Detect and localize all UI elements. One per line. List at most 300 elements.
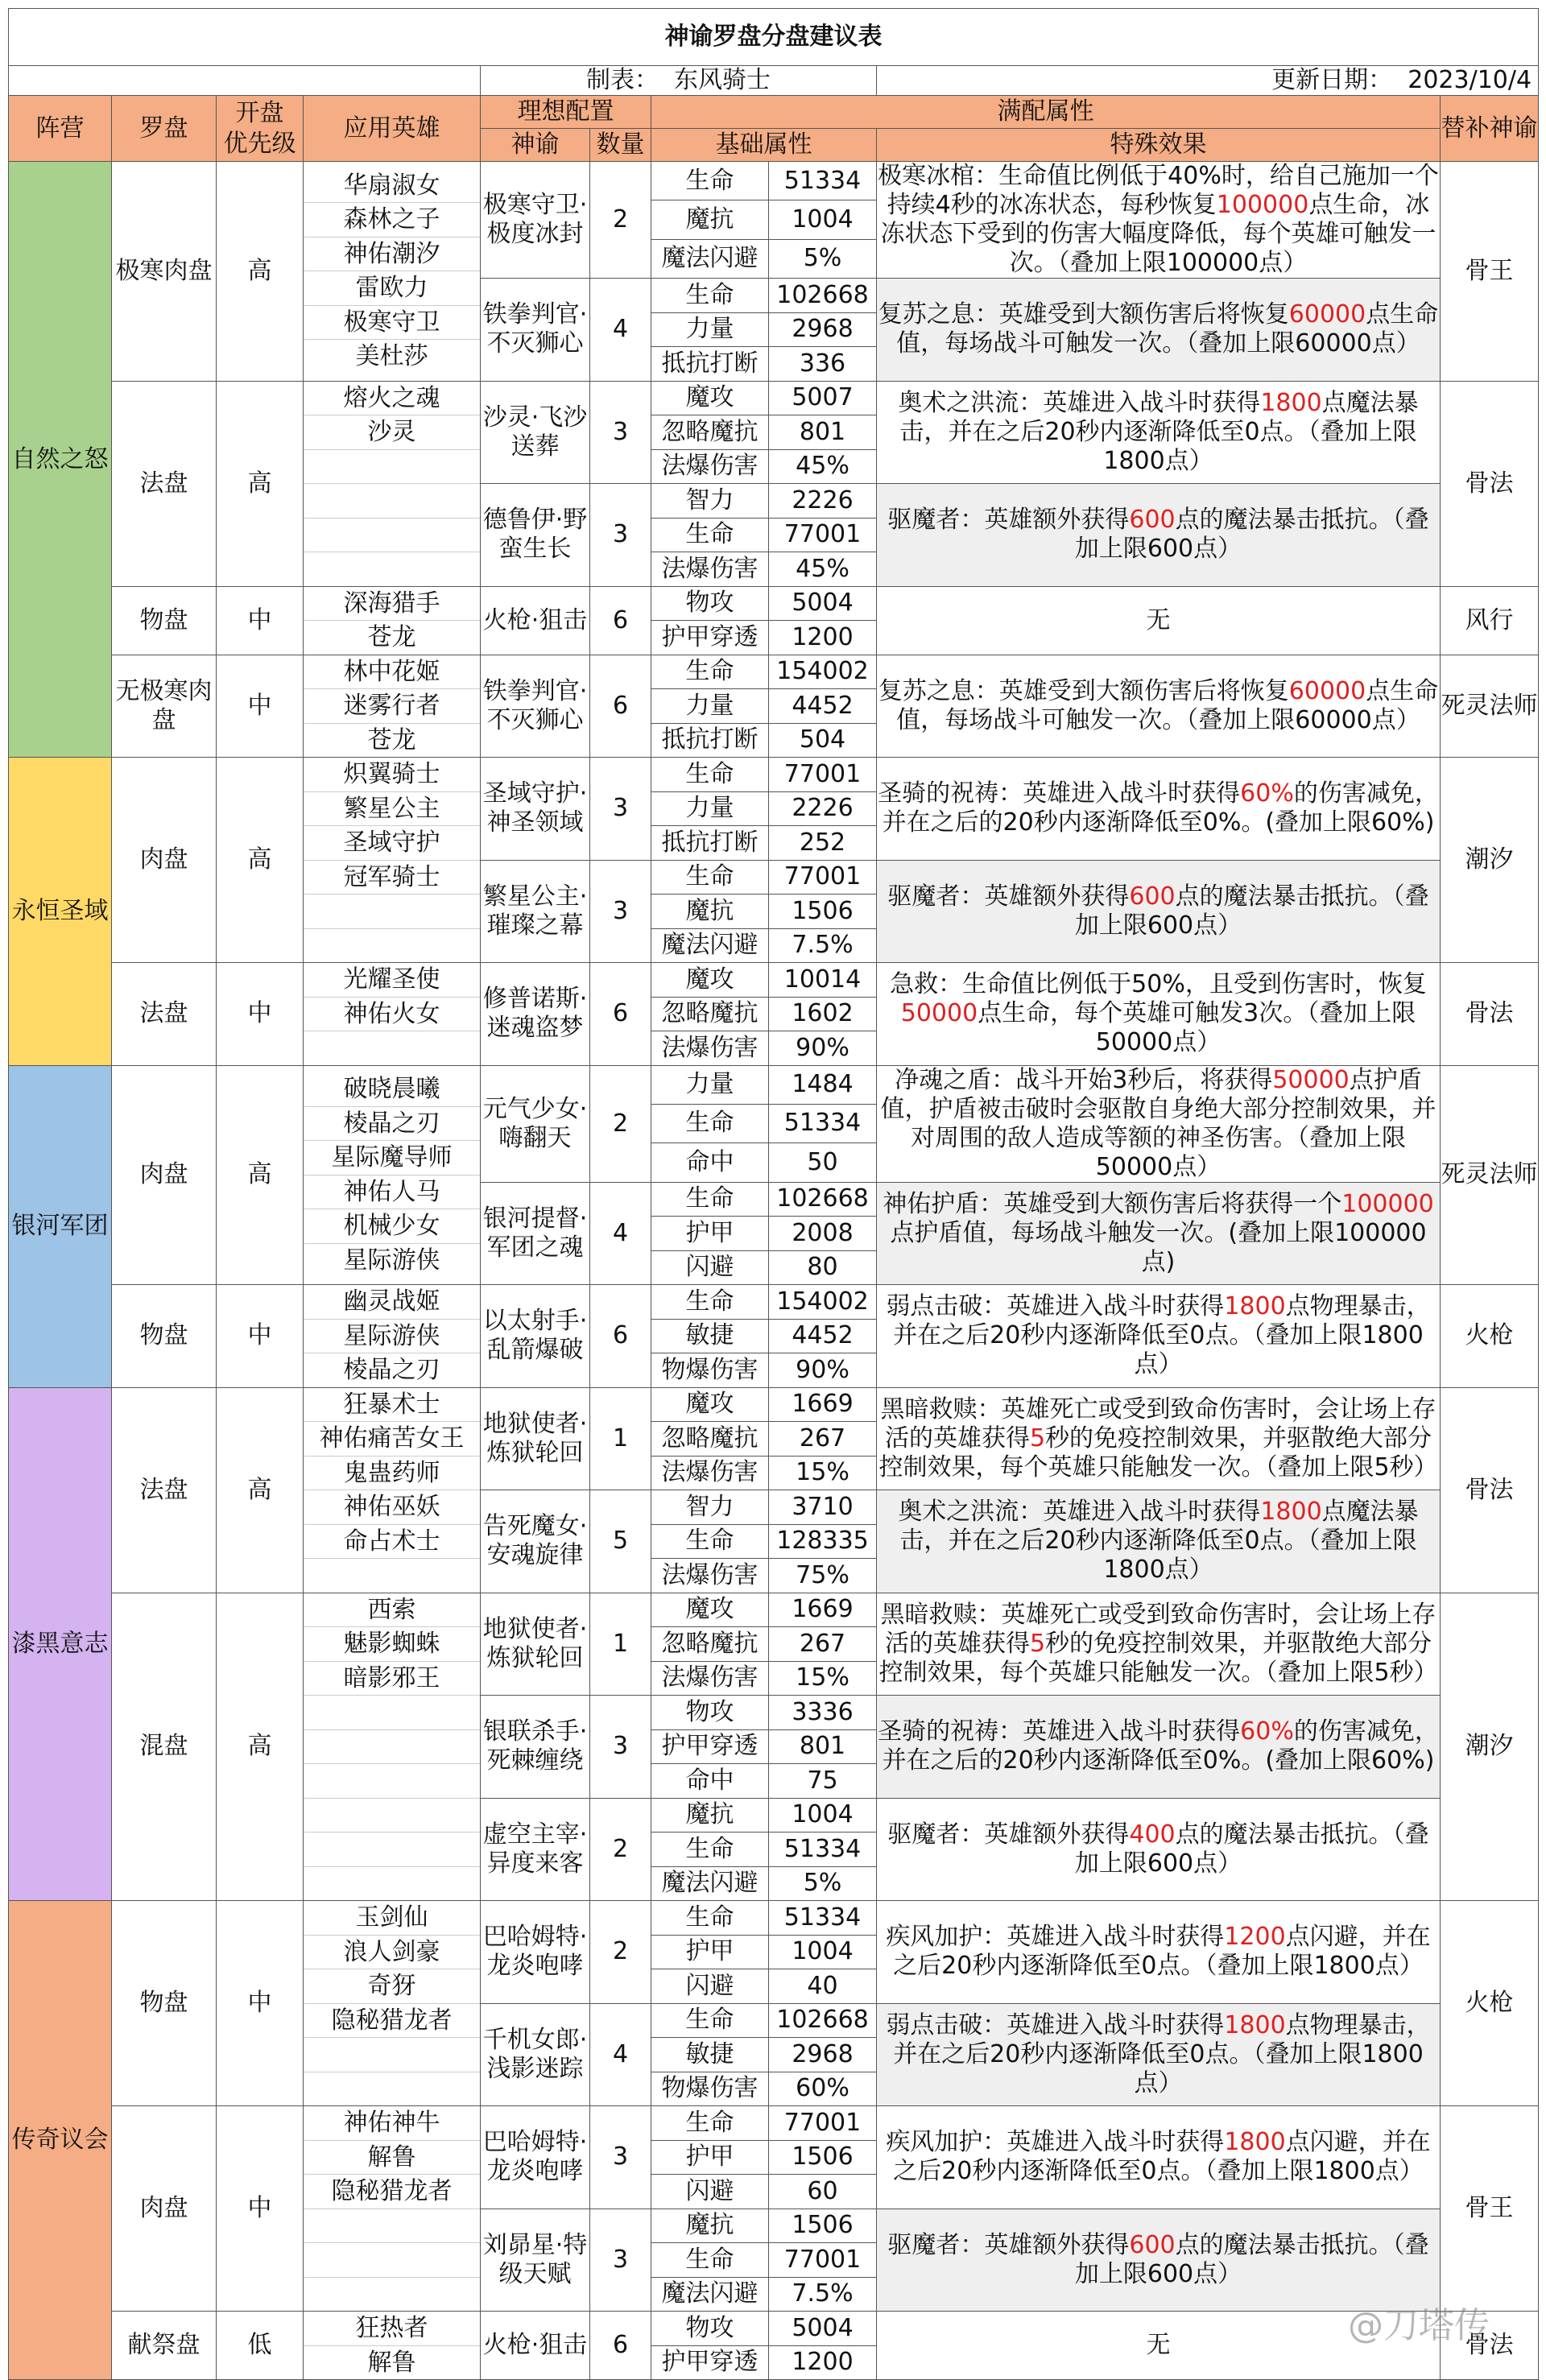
hero-list: [304, 1387, 481, 1593]
special-effect: [877, 1065, 1441, 1182]
attr-value: 2968: [769, 2038, 877, 2072]
count-cell: 6: [590, 586, 651, 655]
hero-name: 神佑神牛: [304, 2106, 480, 2141]
count-cell: 3: [590, 2209, 651, 2312]
hero-name: 雷欧力: [304, 271, 480, 306]
hero-list: [304, 1901, 481, 2106]
hero-name: [304, 484, 480, 519]
oracle-cell: 繁星公主·璀璨之幕: [481, 860, 590, 963]
effect-text: 点生命，冰冻状态下受到的伤害大幅度降低，每个英雄可触发一次。（叠加上限100000点）: [880, 191, 1436, 277]
table-row: [9, 1065, 1539, 1104]
plate-cell: 法盘: [112, 963, 217, 1066]
attr-name: 护甲穿透: [651, 1729, 769, 1764]
effect-text: 的伤害减免，并在之后的20秒内逐渐降低至0%。(叠加上限60%): [882, 1717, 1439, 1775]
hero-list: [304, 655, 481, 758]
plate-cell: 物盘: [112, 1285, 217, 1388]
effect-text: 神佑护盾：英雄受到大额伤害后将获得一个: [883, 1189, 1342, 1218]
hero-name: 棱晶之刃: [304, 1107, 480, 1142]
count-cell: 2: [590, 1901, 651, 2004]
effect-text: 复苏之息：英雄受到大额伤害后将恢复: [878, 676, 1289, 705]
attr-value: 1669: [769, 1387, 877, 1422]
special-effect: [877, 860, 1441, 963]
hero-name: 冠军骑士: [304, 861, 480, 895]
hero-name: [304, 2243, 480, 2278]
substitute-cell: 潮汐: [1441, 758, 1539, 963]
attr-value: 1506: [769, 895, 877, 929]
effect-text: 点的魔法暴击抵抗。（叠加上限600点）: [1074, 506, 1429, 564]
faction-cell: 传奇议会: [9, 1901, 112, 2380]
effect-highlight: 60%: [1240, 1717, 1294, 1746]
attr-value: 10014: [769, 963, 877, 998]
hero-name: 星际魔导师: [304, 1141, 480, 1176]
effect-text: 疾风加护：英雄进入战斗时获得: [886, 1923, 1225, 1952]
maker-line: [481, 66, 877, 96]
attr-value: 102668: [769, 1182, 877, 1217]
header-full-attr: 满配属性: [651, 96, 1441, 129]
effect-text: 点的魔法暴击抵抗。（叠加上限600点）: [1074, 1820, 1429, 1878]
effect-text: 黑暗救赎：英雄死亡或受到致命伤害时，会让场上存活的英雄获得: [880, 1395, 1436, 1452]
attr-value: 75%: [769, 1559, 877, 1593]
attr-name: 魔攻: [651, 963, 769, 998]
hero-name: 森林之子: [304, 203, 480, 238]
hero-name: 林中花姬: [304, 655, 480, 690]
table-row: [9, 162, 1539, 200]
effect-text: 点护盾值，护盾被击破时会驱散自身绝大部分控制效果，并对周围的敌人造成等额的神圣伤害。（叠加上限50000点）: [880, 1065, 1436, 1181]
hero-name: 狂暴术士: [304, 1388, 480, 1423]
header-base-attr: 基础属性: [651, 129, 877, 162]
oracle-cell: 修普诺斯·迷魂盗梦: [481, 963, 590, 1066]
attr-value: 2008: [769, 1217, 877, 1251]
oracle-cell: 铁拳判官·不灭狮心: [481, 279, 590, 382]
attr-value: 90%: [769, 1031, 877, 1066]
attr-name: 生命: [651, 758, 769, 792]
substitute-cell: 骨法: [1441, 1387, 1539, 1593]
attr-value: 7.5%: [769, 2277, 877, 2312]
attr-value: 5%: [769, 1866, 877, 1901]
attr-value: 51334: [769, 1901, 877, 1936]
attr-value: 2968: [769, 312, 877, 347]
attr-value: 77001: [769, 860, 877, 895]
attr-name: 生命: [651, 2243, 769, 2278]
hero-list: [304, 963, 481, 1066]
page-title: 神谕罗盘分盘建议表: [9, 9, 1539, 66]
attr-value: 1200: [769, 621, 877, 655]
effect-highlight: 1800: [1224, 1292, 1286, 1321]
header-heroes: 应用英雄: [304, 96, 481, 162]
special-effect: [877, 655, 1441, 758]
attr-name: 智力: [651, 1490, 769, 1525]
effect-text: 点魔法暴击，并在之后20秒内逐渐降低至0点。（叠加上限1800点）: [899, 1498, 1419, 1585]
plate-cell: 极寒肉盘: [112, 162, 217, 382]
effect-text: 奥术之洪流：英雄进入战斗时获得: [898, 1498, 1261, 1527]
special-effect: [877, 586, 1441, 655]
substitute-cell: 潮汐: [1441, 1593, 1539, 1901]
compass-table: [8, 8, 1539, 2380]
count-cell: 4: [590, 1182, 651, 1285]
hero-name: 奇犽: [304, 1969, 480, 2004]
attr-value: 102668: [769, 279, 877, 313]
effect-text: 点闪避，并在之后20秒内逐渐降低至0点。（叠加上限1800点）: [893, 2128, 1431, 2186]
hero-name: [304, 552, 480, 586]
hero-name: [304, 2072, 480, 2106]
effect-highlight: 1800: [1260, 1498, 1322, 1527]
priority-cell: 低: [217, 2312, 304, 2380]
special-effect: [877, 1901, 1441, 2004]
table-row: [9, 758, 1539, 792]
substitute-cell: 骨法: [1441, 2312, 1539, 2380]
hero-list: [304, 1593, 481, 1901]
table-row: [9, 1387, 1539, 1422]
attr-name: 护甲: [651, 2140, 769, 2175]
oracle-cell: 德鲁伊·野蛮生长: [481, 484, 590, 587]
count-cell: 3: [590, 381, 651, 484]
effect-highlight: 600: [1129, 506, 1176, 535]
attr-value: 5007: [769, 381, 877, 415]
hero-name: 沙灵: [304, 415, 480, 450]
oracle-cell: 告死魔女·安魂旋律: [481, 1490, 590, 1593]
hero-name: [304, 519, 480, 553]
header-substitute: 替补神谕: [1441, 96, 1539, 162]
attr-name: 魔法闪避: [651, 1866, 769, 1901]
attr-name: 法爆伤害: [651, 552, 769, 587]
effect-text: 圣骑的祝祷：英雄进入战斗时获得: [878, 1717, 1241, 1746]
attr-name: 力量: [651, 312, 769, 347]
hero-name: 解鲁: [367, 2348, 416, 2377]
special-effect: [877, 484, 1441, 587]
attr-name: 魔抗: [651, 1798, 769, 1833]
count-cell: 3: [590, 758, 651, 861]
special-effect: [877, 758, 1441, 861]
hero-name: [304, 895, 480, 929]
priority-cell: 高: [217, 381, 304, 586]
updated-label: 更新日期：: [1271, 66, 1393, 94]
attr-name: 魔抗: [651, 2209, 769, 2243]
plate-cell: 物盘: [112, 586, 217, 655]
attr-value: 15%: [769, 1456, 877, 1490]
hero-name: 繁星公主: [304, 792, 480, 827]
attr-name: 抵抗打断: [651, 826, 769, 861]
table-row: [9, 1901, 1539, 1936]
attr-value: 154002: [769, 655, 877, 689]
attr-value: 267: [769, 1627, 877, 1662]
attr-name: 物爆伤害: [651, 2072, 769, 2106]
count-cell: 2: [590, 162, 651, 279]
oracle-cell: 巴哈姆特·龙炎咆哮: [481, 1901, 590, 2004]
attr-value: 51334: [769, 1104, 877, 1142]
special-effect: [877, 381, 1441, 484]
substitute-cell: 骨法: [1441, 381, 1539, 586]
hero-name: [304, 1559, 480, 1593]
hero-name: 炽翼骑士: [304, 758, 480, 792]
special-effect: [877, 1182, 1441, 1285]
hero-name: 神佑潮汐: [304, 238, 480, 272]
faction-cell: 永恒圣域: [9, 758, 112, 1066]
attr-value: 1506: [769, 2209, 877, 2243]
attr-name: 忽略魔抗: [651, 1422, 769, 1457]
attr-name: 生命: [651, 1285, 769, 1320]
hero-name: [304, 2278, 480, 2312]
hero-name: 圣域守护: [304, 826, 480, 861]
special-effect: [877, 1490, 1441, 1593]
hero-name: 机械少女: [304, 1209, 480, 1244]
attr-name: 物攻: [651, 2312, 769, 2346]
attr-name: 忽略魔抗: [651, 415, 769, 450]
attr-name: 魔法闪避: [651, 928, 769, 963]
substitute-cell: 死灵法师: [1441, 1065, 1539, 1285]
table-row: [9, 586, 1539, 621]
attr-name: 生命: [651, 1524, 769, 1559]
attr-value: 51334: [769, 162, 877, 200]
attr-value: 4452: [769, 1319, 877, 1353]
attr-name: 生命: [651, 655, 769, 689]
hero-list: [304, 2312, 481, 2380]
attr-name: 物攻: [651, 586, 769, 621]
oracle-cell: 极寒守卫·极度冰封: [481, 162, 590, 279]
attr-value: 77001: [769, 518, 877, 552]
hero-name: 棱晶之刃: [343, 1356, 440, 1384]
effect-text: 的伤害减免，并在之后的20秒内逐渐降低至0%。(叠加上限60%): [882, 779, 1439, 837]
attr-name: 力量: [651, 1065, 769, 1104]
attr-name: 护甲: [651, 1217, 769, 1251]
updated-line: [877, 66, 1539, 96]
priority-cell: 中: [217, 1285, 304, 1388]
hero-name: 隐秘猎龙者: [304, 2004, 480, 2039]
faction-cell: 自然之怒: [9, 162, 112, 758]
attr-value: 2226: [769, 484, 877, 519]
hero-name: 破晓晨曦: [304, 1072, 480, 1107]
hero-list: [304, 1065, 481, 1285]
effect-text: 净魂之盾：战斗开始3秒后，将获得: [895, 1065, 1273, 1094]
effect-text: 疾风加护：英雄进入战斗时获得: [886, 2128, 1225, 2157]
attr-value: 3710: [769, 1490, 877, 1525]
attr-value: 1004: [769, 1935, 877, 1969]
substitute-cell: 风行: [1441, 586, 1539, 655]
attr-name: 魔法闪避: [651, 239, 769, 278]
oracle-cell: 刘昴星·特级天赋: [481, 2209, 590, 2312]
header-faction: 阵营: [9, 96, 112, 162]
effect-highlight: 60000: [1288, 676, 1366, 705]
effect-text: 驱魔者：英雄额外获得: [887, 2230, 1130, 2259]
special-effect: [877, 1387, 1441, 1490]
effect-text: 弱点击破：英雄进入战斗时获得: [886, 2010, 1225, 2039]
priority-cell: 中: [217, 2106, 304, 2312]
updated-date: 2023/10/4: [1408, 66, 1532, 94]
header-priority: 开盘 优先级: [217, 96, 304, 162]
oracle-cell: 千机女郎·浅影迷踪: [481, 2003, 590, 2106]
plate-cell: 无极寒肉盘: [112, 655, 217, 758]
priority-cell: 高: [217, 1593, 304, 1901]
faction-cell: 银河军团: [9, 1065, 112, 1387]
attr-name: 闪避: [651, 2175, 769, 2209]
attr-name: 护甲穿透: [651, 2345, 769, 2380]
hero-name: [304, 1833, 480, 1867]
effect-text: 急救：生命值比例低于50%，且受到伤害时，恢复: [890, 970, 1427, 999]
attr-name: 生命: [651, 518, 769, 552]
meta-spacer: [9, 66, 481, 96]
substitute-cell: 火枪: [1441, 1285, 1539, 1388]
count-cell: 3: [590, 484, 651, 587]
attr-name: 生命: [651, 1182, 769, 1217]
table-row: [9, 2312, 1539, 2346]
hero-name: [304, 2209, 480, 2244]
substitute-cell: 火枪: [1441, 1901, 1539, 2106]
effect-text: 驱魔者：英雄额外获得: [887, 506, 1130, 535]
hero-name: 神佑巫妖: [304, 1490, 480, 1525]
hero-name: [304, 1799, 480, 1833]
attr-name: 生命: [651, 162, 769, 200]
hero-name: 苍龙: [367, 725, 416, 754]
hero-name: 玉剑仙: [304, 1901, 480, 1936]
hero-name: 光耀圣使: [304, 963, 480, 998]
oracle-cell: 元气少女·嗨翻天: [481, 1065, 590, 1182]
priority-cell: 中: [217, 963, 304, 1066]
hero-name: 暗影邪王: [304, 1662, 480, 1696]
substitute-cell: 骨王: [1441, 162, 1539, 382]
attr-value: 50: [769, 1143, 877, 1182]
header-plate: 罗盘: [112, 96, 217, 162]
attr-name: 魔法闪避: [651, 2277, 769, 2312]
count-cell: 4: [590, 279, 651, 382]
plate-cell: 肉盘: [112, 2106, 217, 2312]
attr-name: 法爆伤害: [651, 1661, 769, 1696]
effect-text: 点物理暴击，并在之后20秒内逐渐降低至0点。（叠加上限1800点）: [893, 1292, 1431, 1379]
hero-name: 熔火之魂: [304, 382, 480, 416]
effect-text: 驱魔者：英雄额外获得: [887, 882, 1130, 911]
effect-highlight: 1800: [1260, 388, 1322, 417]
hero-name: 神佑人马: [304, 1176, 480, 1210]
effect-text: 黑暗救赎：英雄死亡或受到致命伤害时，会让场上存活的英雄获得: [880, 1600, 1436, 1658]
attr-value: 77001: [769, 2106, 877, 2141]
hero-name: 幽灵战姬: [304, 1285, 480, 1320]
attr-name: 抵抗打断: [651, 723, 769, 758]
oracle-cell: 圣域守护·神圣领域: [481, 758, 590, 861]
effect-text: 点闪避，并在之后20秒内逐渐降低至0点。（叠加上限1800点）: [893, 1923, 1431, 1981]
hero-name: 浪人剑豪: [304, 1936, 480, 1970]
count-cell: 4: [590, 2003, 651, 2106]
attr-name: 智力: [651, 484, 769, 519]
attr-name: 敏捷: [651, 1319, 769, 1353]
attr-name: 命中: [651, 1143, 769, 1182]
oracle-cell: 火枪·狙击: [481, 586, 590, 655]
header-count: 数量: [590, 129, 651, 162]
attr-value: 1506: [769, 2140, 877, 2175]
effect-text: 点护盾值，每场战斗触发一次。(叠加上限100000点): [890, 1218, 1427, 1276]
faction-cell: 漆黑意志: [9, 1387, 112, 1901]
attr-value: 128335: [769, 1524, 877, 1559]
attr-value: 60%: [769, 2072, 877, 2106]
hero-name: 隐秘猎龙者: [304, 2175, 480, 2209]
effect-text: 圣骑的祝祷：英雄进入战斗时获得: [878, 779, 1241, 808]
attr-value: 102668: [769, 2003, 877, 2038]
substitute-cell: 骨王: [1441, 2106, 1539, 2312]
attr-value: 40: [769, 1969, 877, 2004]
table-row: [9, 381, 1539, 415]
attr-value: 1484: [769, 1065, 877, 1104]
count-cell: 5: [590, 1490, 651, 1593]
attr-name: 忽略魔抗: [651, 1627, 769, 1662]
attr-name: 物攻: [651, 1696, 769, 1730]
effect-highlight: 1200: [1224, 1923, 1286, 1952]
plate-cell: 法盘: [112, 381, 217, 586]
attr-name: 护甲: [651, 1935, 769, 1969]
attr-name: 魔攻: [651, 381, 769, 415]
attr-name: 闪避: [651, 1969, 769, 2004]
effect-text: 复苏之息：英雄受到大额伤害后将恢复: [878, 300, 1289, 329]
effect-text: 点生命值，每场战斗可触发一次。（叠加上限60000点）: [896, 676, 1439, 734]
effect-highlight: 5: [1029, 1423, 1046, 1452]
attr-value: 75: [769, 1764, 877, 1799]
attr-value: 801: [769, 415, 877, 450]
attr-value: 3336: [769, 1696, 877, 1730]
hero-name: 神佑痛苦女王: [304, 1422, 480, 1457]
hero-name: 星际游侠: [304, 1320, 480, 1354]
oracle-cell: 以太射手·乱箭爆破: [481, 1285, 590, 1388]
header-ideal: 理想配置: [481, 96, 651, 129]
hero-name: [304, 1696, 480, 1730]
table-row: [9, 655, 1539, 689]
special-effect: [877, 963, 1441, 1066]
count-cell: 6: [590, 2312, 651, 2380]
effect-highlight: 60%: [1240, 779, 1294, 808]
hero-name: 迷雾行者: [304, 689, 480, 724]
special-effect: [877, 1593, 1441, 1696]
hero-name: 极寒守卫: [304, 306, 480, 341]
hero-name: 解鲁: [304, 2141, 480, 2175]
hero-name: 美杜莎: [355, 342, 428, 371]
hero-name: [304, 1031, 480, 1065]
hero-name: [304, 2038, 480, 2072]
plate-cell: 献祭盘: [112, 2312, 217, 2380]
special-effect: [877, 2003, 1441, 2106]
hero-name: 星际游侠: [343, 1246, 440, 1275]
hero-name: [304, 1730, 480, 1765]
effect-text: 点的魔法暴击抵抗。（叠加上限600点）: [1074, 2230, 1429, 2288]
watermark: @刀塔传: [1348, 2305, 1490, 2346]
attr-name: 魔攻: [651, 1387, 769, 1422]
attr-name: 生命: [651, 1833, 769, 1867]
effect-highlight: 1800: [1224, 2010, 1286, 2039]
hero-list: [304, 2106, 481, 2312]
header-oracle: 神谕: [481, 129, 590, 162]
hero-list: [304, 586, 481, 655]
hero-name: 命占术士: [304, 1525, 480, 1560]
substitute-cell: 骨法: [1441, 963, 1539, 1066]
attr-value: 154002: [769, 1285, 877, 1320]
attr-value: 45%: [769, 449, 877, 484]
oracle-cell: 火枪·狙击: [481, 2312, 590, 2380]
effect-highlight: 600: [1129, 2230, 1176, 2259]
effect-text: 秒的免疫控制效果，并驱散绝大部分控制效果，每个英雄只能触发一次。（叠加上限5秒）: [878, 1629, 1438, 1687]
oracle-cell: 巴哈姆特·龙炎咆哮: [481, 2106, 590, 2209]
effect-text: 无: [1146, 605, 1171, 634]
oracle-cell: 虚空主宰·异度来客: [481, 1798, 590, 1901]
special-effect: [877, 1696, 1441, 1799]
substitute-cell: 死灵法师: [1441, 655, 1539, 758]
count-cell: 3: [590, 860, 651, 963]
effect-highlight: 100000: [1216, 191, 1309, 219]
count-cell: 6: [590, 1285, 651, 1388]
hero-name: 深海猎手: [304, 587, 480, 622]
effect-highlight: 1800: [1224, 2128, 1286, 2157]
hero-name: [304, 450, 480, 485]
effect-text: 点生命值，每场战斗可触发一次。（叠加上限60000点）: [896, 300, 1439, 358]
oracle-cell: 地狱使者·炼狱轮回: [481, 1387, 590, 1490]
count-cell: 6: [590, 655, 651, 758]
count-cell: 3: [590, 2106, 651, 2209]
hero-name: [304, 929, 480, 963]
attr-value: 1669: [769, 1593, 877, 1627]
oracle-cell: 银河提督·军团之魂: [481, 1182, 590, 1285]
